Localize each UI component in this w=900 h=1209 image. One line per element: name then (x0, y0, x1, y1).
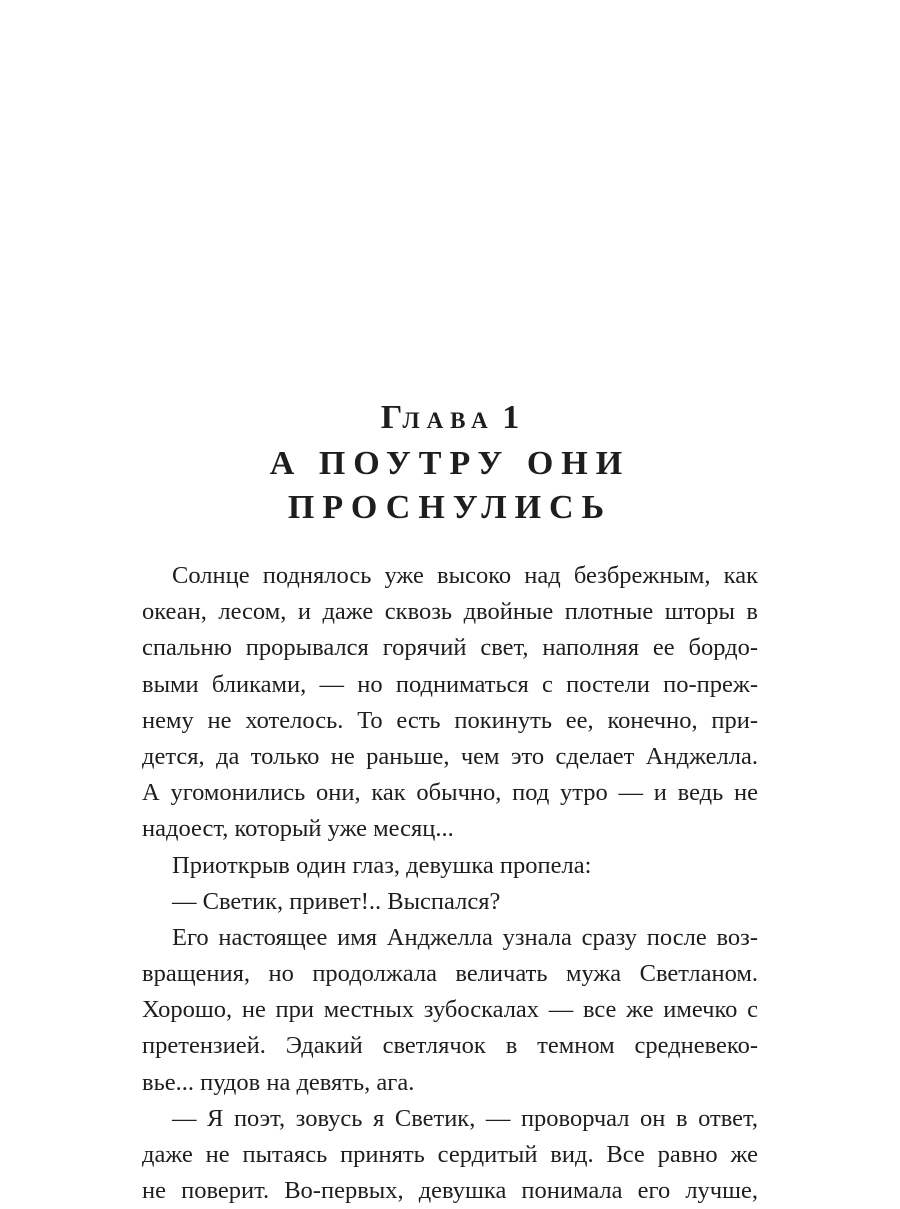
text-line: вье... пудов на девять, ага. (142, 1068, 415, 1096)
text-line: надоест, который уже месяц... (142, 815, 454, 843)
text-line: Его настоящее имя Анджелла узнала сразу после воз- (172, 923, 758, 951)
chapter-heading (0, 398, 900, 441)
chapter-word-initial: Г (380, 399, 403, 436)
text-line: вращения, но продолжала величать мужа Светланом. (142, 960, 758, 988)
chapter-number: 1 (502, 399, 520, 436)
text-line: даже не пытаясь принять сердитый вид. Все равно же (142, 1141, 758, 1168)
text-line: дется, да только не раньше, чем это сделает Анджелла. (142, 742, 758, 770)
text-line: выми бликами, — но подниматься с постели по-преж- (142, 670, 758, 698)
text-line: Хорошо, не при местных зубоскалах — все же имечко с (142, 996, 758, 1024)
chapter-title-line-2: ПРОСНУЛИСЬ (287, 489, 613, 526)
text-line: океан, лесом, и даже сквозь двойные плотные шторы в (142, 598, 758, 626)
text-line: не поверит. Во-первых, девушка понимала его лучше, (142, 1177, 758, 1205)
chapter-title-line-1: А ПОУТРУ ОНИ (269, 445, 631, 482)
text-line: А угомонились они, как обычно, под утро — и ведь не (142, 779, 758, 807)
text-line: спальню прорывался горячий свет, наполняя ее бордо- (142, 634, 758, 662)
text-line: Приоткрыв один глаз, девушка пропела: (172, 851, 592, 879)
text-line: — Светик, привет!.. Выспался? (172, 887, 501, 915)
text-line: — Я поэт, зовусь я Светик, — проворчал он в ответ, (172, 1104, 758, 1132)
text-line: Солнце поднялось уже высоко над безбрежным, как (172, 562, 758, 589)
body-text (142, 558, 758, 1209)
chapter-word-rest: ЛАВА (402, 408, 495, 433)
text-line: претензией. Эдакий светлячок в темном средневеко- (142, 1032, 758, 1060)
chapter-title (0, 442, 900, 530)
text-line: нему не хотелось. То есть покинуть ее, конечно, при- (142, 706, 758, 734)
